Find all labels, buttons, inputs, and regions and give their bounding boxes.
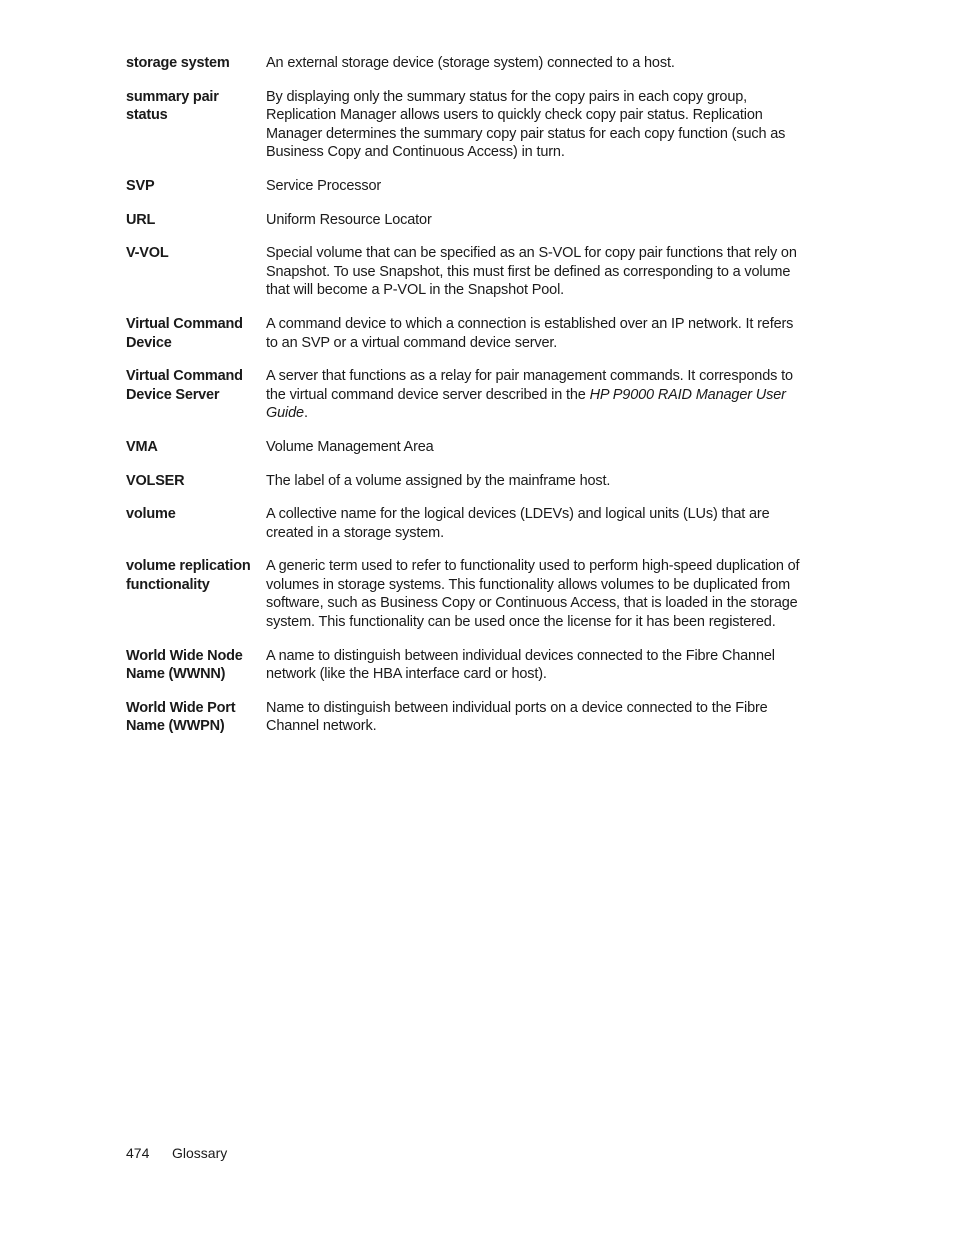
glossary-definition: A collective name for the logical devices (LDEVs) and logical units (LUs) that are created in a storage system. (266, 506, 770, 541)
glossary-term: SVP (126, 177, 155, 194)
glossary-term: World Wide Port Name (WWPN) (126, 699, 236, 735)
glossary-definition: A command device to which a connection is established over an IP network. It refers to an SVP or a virtual command device server. (266, 315, 794, 351)
glossary-entry-summary-pair-status (126, 88, 816, 162)
glossary-entry-vma (126, 438, 816, 457)
glossary-term: URL (126, 211, 156, 228)
glossary-definition (266, 367, 806, 423)
glossary-term: storage system (126, 55, 230, 71)
footer-section-title: Glossary (172, 1145, 228, 1161)
glossary-term: VMA (126, 438, 158, 455)
glossary-entry-volser (126, 472, 816, 491)
glossary-entry-volume (126, 505, 816, 542)
document-title-reference: HP P9000 RAID Manager User Guide (266, 386, 786, 422)
glossary-entry-virtual-command-device (126, 315, 816, 352)
glossary-entry-url (126, 211, 816, 230)
glossary-definition: Volume Management Area (266, 438, 434, 455)
page-footer (126, 1144, 227, 1162)
glossary-entry-v-vol (126, 244, 816, 300)
glossary-term: volume (126, 506, 176, 523)
glossary-definition: Special volume that can be specified as an S-VOL for copy pair functions that rely on Snapshot. To use Snapshot, this must first be defined as corresponding to a volume that will become a P-VOL in the Snapshot Pool. (266, 245, 797, 299)
glossary-term: summary pair status (126, 88, 219, 124)
page-number: 474 (126, 1145, 150, 1161)
glossary-entry-wwnn (126, 647, 816, 684)
definition-text: . (303, 405, 308, 422)
glossary-definition: The label of a volume assigned by the mainframe host. (266, 472, 611, 489)
glossary-definition: A generic term used to refer to functionality used to perform high-speed duplication of volumes in storage systems. This functionality allows volumes to be duplicated from software, such as Business Copy or Continuous Access, that is loaded in the storage system. This functionality can be used once the license for it has been registered. (266, 558, 800, 631)
glossary-entry-virtual-command-device-server (126, 367, 816, 423)
glossary-term: Virtual Command Device Server (126, 368, 243, 403)
glossary-definition: Name to distinguish between individual ports on a device connected to the Fibre Channel network. (266, 699, 768, 735)
glossary-definition: An external storage device (storage system) connected to a host. (266, 55, 675, 71)
glossary-term: V-VOL (126, 245, 169, 262)
glossary-term: volume replication functionality (126, 558, 251, 593)
definition-text: A server that functions as a relay for pair management commands. It corresponds to the virtual command device server described in the (266, 368, 793, 403)
glossary-term: VOLSER (126, 472, 185, 489)
glossary-definition: Uniform Resource Locator (266, 211, 432, 228)
glossary-definition: By displaying only the summary status for the copy pairs in each copy group, Replication Manager allows users to quickly check copy pair status. Replication Manager determines the summary copy pair status for each copy function (such as Business Copy and Continuous Access) in turn. (266, 88, 786, 161)
glossary-entry-wwpn (126, 699, 816, 736)
glossary-term: Virtual Command Device (126, 315, 243, 351)
glossary-entry-volume-replication-functionality (126, 557, 816, 631)
glossary-list (126, 54, 816, 751)
glossary-term: World Wide Node Name (WWNN) (126, 647, 243, 683)
glossary-entry-svp (126, 177, 816, 196)
glossary-definition: Service Processor (266, 177, 382, 194)
glossary-definition: A name to distinguish between individual devices connected to the Fibre Channel network (like the HBA interface card or host). (266, 647, 775, 683)
glossary-entry-storage-system (126, 54, 816, 73)
